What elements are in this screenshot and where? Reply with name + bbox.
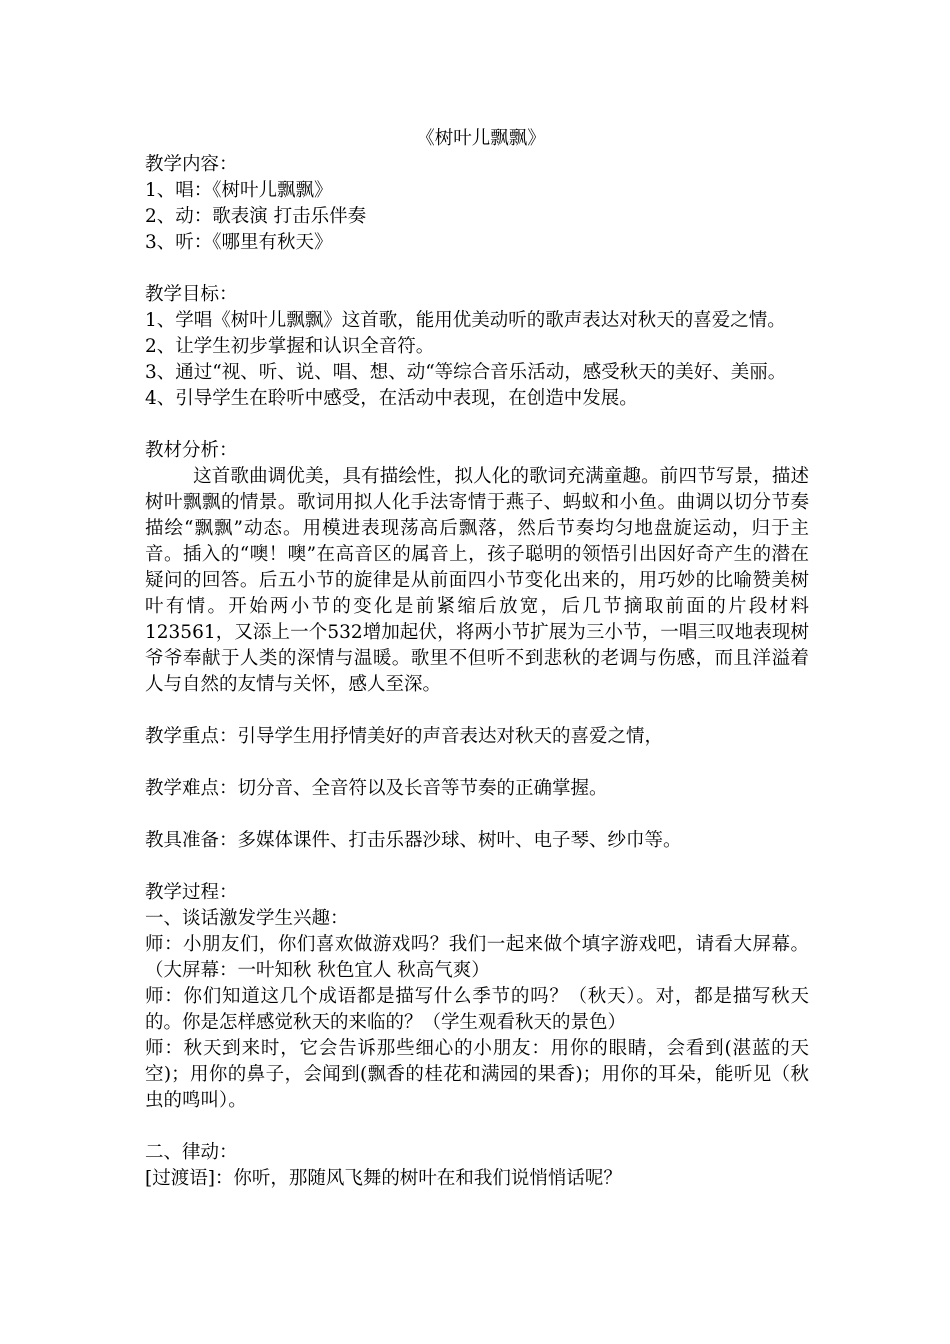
analysis-heading: 教材分析：: [145, 440, 238, 461]
transition-line: [过渡语]：你听，那随风飞舞的树叶在和我们说悄悄话呢？: [145, 1168, 622, 1189]
dialog-paragraph: 师：小朋友们，你们喜欢做游戏吗？我们一起来做个填字游戏吧，请看大屏幕。（大屏幕：一叶知秋 秋色宜人 秋高气爽）: [145, 934, 809, 981]
spacer: [145, 412, 809, 438]
key-point: 教学重点：引导学生用抒情美好的声音表达对秋天的喜爱之情，: [145, 726, 664, 747]
analysis-body: 这首歌曲调优美，具有描绘性，拟人化的歌词充满童趣。前四节写景，描述树叶飘飘的情景。歌词用拟人化手法寄情于燕子、蚂蚁和小鱼。曲调以切分节奏描绘“飘飘”动态。用模进表现荡高后飘落，然后节奏均匀地盘旋运动，归于主音。插入的“噢！噢”在高音区的属音上，孩子聪明的领悟引出因好奇产生的潜在疑问的回答。后五小节的旋律是从前面四小节变化出来的，用巧妙的比喻赞美树叶有情。开始两小节的变化是前紧缩后放宽，后几节摘取前面的片段材料123561，又添上一个532增加起伏，将两小节扩展为三小节，一唱三叹地表现树爷爷奉献于人类的深情与温暖。歌里不但听不到悲秋的老调与伤感，而且洋溢着人与自然的友情与关怀，感人至深。: [145, 466, 809, 695]
document-title: 《树叶儿飘飘》: [416, 128, 546, 149]
section-title: 一、谈话激发学生兴趣：: [145, 908, 349, 929]
content-item: 3、听：《哪里有秋天》: [145, 232, 333, 253]
section-title: 二、律动：: [145, 1142, 238, 1163]
dialog-paragraph: 师：秋天到来时，它会告诉那些细心的小朋友：用你的眼睛，会看到(湛蓝的天空)；用你的鼻子，会闻到(飘香的桂花和满园的果香)；用你的耳朵，能听见（秋虫的鸣叫）。: [145, 1038, 809, 1111]
materials: 教具准备：多媒体课件、打击乐器沙球、树叶、电子琴、纱巾等。: [145, 830, 682, 851]
content-item: 2、动：歌表演 打击乐伴奏: [145, 206, 367, 227]
spacer: [145, 750, 809, 776]
goal-item: 3、通过“视、听、说、唱、想、动“等综合音乐活动，感受秋天的美好、美丽。: [145, 362, 787, 383]
dialog-paragraph: 师：你们知道这几个成语都是描写什么季节的吗？（秋天）。对，都是描写秋天的。你是怎样感觉秋天的来临的？（学生观看秋天的景色）: [145, 986, 809, 1033]
difficulty: 教学难点：切分音、全音符以及长音等节奏的正确掌握。: [145, 778, 608, 799]
process-heading: 教学过程：: [145, 882, 238, 903]
spacer: [145, 698, 809, 724]
goals-heading: 教学目标：: [145, 284, 238, 305]
spacer: [145, 854, 809, 880]
goal-item: 4、引导学生在聆听中感受，在活动中表现，在创造中发展。: [145, 388, 638, 409]
spacer: [145, 1114, 809, 1140]
document-page: [145, 126, 809, 1192]
spacer: [145, 256, 809, 282]
goal-item: 1、学唱《树叶儿飘飘》这首歌，能用优美动听的歌声表达对秋天的喜爱之情。: [145, 310, 786, 331]
content-heading: 教学内容：: [145, 154, 238, 175]
content-item: 1、唱：《树叶儿飘飘》: [145, 180, 333, 201]
goal-item: 2、让学生初步掌握和认识全音符。: [145, 336, 435, 357]
spacer: [145, 802, 809, 828]
